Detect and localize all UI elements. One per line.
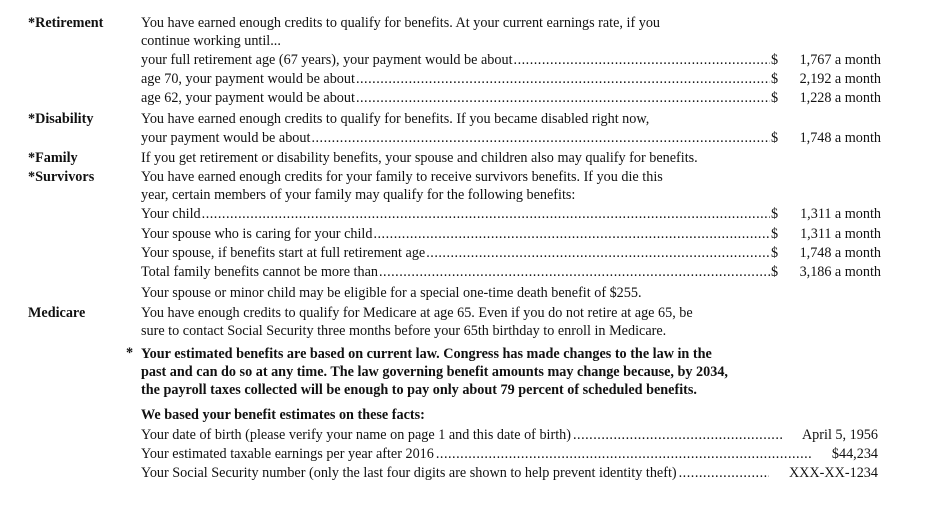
footnote-star: * — [126, 345, 134, 361]
benefit-amount: $ 1,311 a month — [771, 226, 881, 242]
benefit-row-label: your full retirement age (67 years), your payment would be about — [141, 52, 513, 68]
leader-dots — [436, 446, 812, 463]
medicare-line2: sure to contact Social Security three months before your 65th birthday to enroll in Medicare. — [141, 323, 667, 339]
current-law-note-line1: Your estimated benefits are based on current law. Congress has made changes to the law in the — [141, 346, 712, 362]
benefit-row — [141, 245, 881, 262]
current-law-note-line2: past and can do so at any time. The law governing benefit amounts may change because, by 2034, — [141, 364, 728, 380]
fact-value: $44,234 — [831, 446, 878, 462]
benefit-row-label: age 70, your payment would be about — [141, 71, 355, 87]
medicare-heading: Medicare — [28, 305, 86, 321]
facts-heading: We based your benefit estimates on these facts: — [141, 407, 425, 423]
leader-dots — [379, 264, 770, 281]
benefit-amount: $ 1,748 a month — [771, 245, 881, 261]
benefit-row-label: Your spouse, if benefits start at full retirement age — [141, 245, 426, 261]
benefit-row — [141, 226, 881, 243]
benefit-row — [141, 52, 881, 69]
leader-dots — [679, 465, 769, 482]
fact-label: Your estimated taxable earnings per year after 2016 — [141, 446, 434, 462]
fact-value: XXX-XX-1234 — [788, 465, 878, 481]
benefit-amount: $ 3,186 a month — [771, 264, 881, 280]
current-law-note-line3: the payroll taxes collected will be enough to pay only about 79 percent of scheduled benefits. — [141, 382, 697, 398]
fact-value: April 5, 1956 — [801, 427, 878, 443]
survivors-intro-line1: You have earned enough credits for your family to receive survivors benefits. If you die this — [141, 169, 663, 185]
retirement-intro-line2: continue working until... — [141, 33, 281, 49]
benefit-row-label: Total family benefits cannot be more than — [141, 264, 378, 280]
leader-dots — [514, 52, 770, 69]
leader-dots — [202, 206, 770, 223]
leader-dots — [426, 245, 770, 262]
fact-row — [141, 427, 878, 444]
benefit-row — [141, 206, 881, 223]
benefit-row — [141, 130, 881, 147]
medicare-line1: You have enough credits to qualify for Medicare at age 65. Even if you do not retire at age 65, be — [141, 305, 693, 321]
benefit-row-label: Your child — [141, 206, 201, 222]
survivors-intro-line2: year, certain members of your family may qualify for the following benefits: — [141, 187, 576, 203]
leader-dots — [356, 90, 770, 107]
disability-intro-line1: You have earned enough credits to qualify for benefits. If you became disabled right now, — [141, 111, 650, 127]
fact-row — [141, 446, 878, 463]
family-heading: *Family — [28, 150, 78, 166]
disability-heading: *Disability — [28, 111, 94, 127]
benefit-row — [141, 90, 881, 107]
retirement-heading: *Retirement — [28, 15, 104, 31]
leader-dots — [373, 226, 770, 243]
benefit-row-label: your payment would be about — [141, 130, 311, 146]
retirement-intro-line1: You have earned enough credits to qualify for benefits. At your current earnings rate, if you — [141, 15, 661, 31]
fact-label: Your date of birth (please verify your name on page 1 and this date of birth) — [141, 427, 571, 443]
benefit-row — [141, 71, 881, 88]
benefit-amount: $ 1,311 a month — [771, 206, 881, 222]
survivors-heading: *Survivors — [28, 169, 95, 185]
leader-dots — [311, 130, 770, 147]
benefit-row-label: age 62, your payment would be about — [141, 90, 355, 106]
fact-label: Your Social Security number (only the last four digits are shown to help prevent identity theft) — [141, 465, 677, 481]
benefit-row-label: Your spouse who is caring for your child — [141, 226, 373, 242]
leader-dots — [573, 427, 782, 444]
benefit-amount: $ 2,192 a month — [771, 71, 881, 87]
fact-row — [141, 465, 878, 482]
benefit-amount: $ 1,767 a month — [771, 52, 881, 68]
benefit-amount: $ 1,748 a month — [771, 130, 881, 146]
benefit-amount: $ 1,228 a month — [771, 90, 881, 106]
leader-dots — [356, 71, 770, 88]
family-text: If you get retirement or disability benefits, your spouse and children also may qualify for benefits. — [141, 150, 698, 166]
benefit-row — [141, 264, 881, 281]
death-benefit-text: Your spouse or minor child may be eligible for a special one-time death benefit of $255. — [141, 285, 642, 301]
